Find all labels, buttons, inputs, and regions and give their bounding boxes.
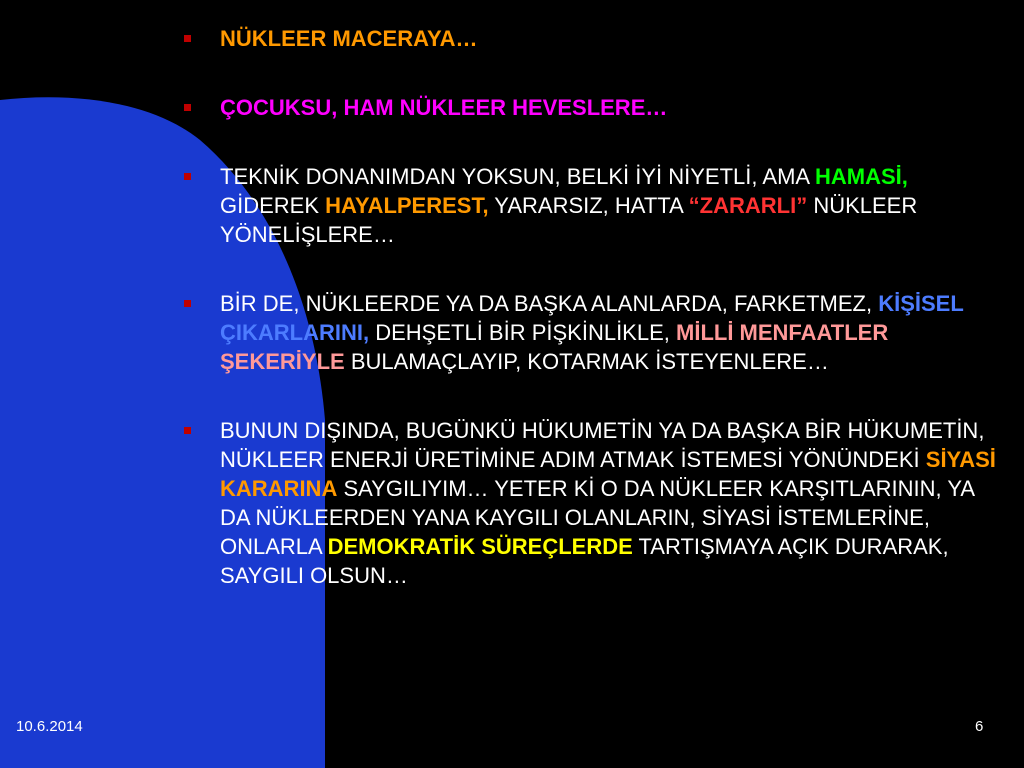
bullet-text-segment: “ZARARLI” [688, 193, 808, 218]
bullet-text-segment: SİYASİ KARARINA [220, 447, 996, 501]
bullet-item [176, 24, 996, 53]
bullet-text-segment: SAYGILIYIM… YETER Kİ O DA NÜKLEER KARŞITLARININ, YA DA NÜKLEERDEN YANA KAYGILI OLANLARIN, SİYASİ İSTEMLERİNE, ONLARLA [220, 476, 974, 559]
bullet-item [176, 162, 996, 249]
square-bullet-icon [184, 300, 191, 307]
bullet-item [176, 416, 996, 590]
bullet-text-segment: NÜKLEER MACERAYA… [220, 26, 478, 51]
footer-date: 10.6.2014 [16, 718, 83, 735]
bullet-item [176, 93, 996, 122]
bullet-text-segment: BİR DE, NÜKLEERDE YA DA BAŞKA ALANLARDA, FARKETMEZ, [220, 291, 879, 316]
bullet-text-segment: DEHŞETLİ BİR PİŞKİNLİKLE, [369, 320, 676, 345]
square-bullet-icon [184, 104, 191, 111]
square-bullet-icon [184, 427, 191, 434]
bullet-item [176, 289, 996, 376]
bullet-text-segment: GİDEREK [220, 193, 326, 218]
bullet-text-segment: HAYALPEREST, [325, 193, 489, 218]
bullet-text-segment: ÇOCUKSU, HAM NÜKLEER HEVESLERE… [220, 95, 668, 120]
bullet-text-segment: TEKNİK DONANIMDAN YOKSUN, BELKİ İYİ NİYETLİ, AMA [220, 164, 815, 189]
bullet-text-segment: BUNUN DIŞINDA, BUGÜNKÜ HÜKUMETİN YA DA BAŞKA BİR HÜKUMETİN, NÜKLEER ENERJİ ÜRETİMİNE ADIM ATMAK İSTEMESİ YÖNÜNDEKİ [220, 418, 985, 472]
bullet-text-segment: KİŞİSEL ÇIKARLARINI, [220, 291, 964, 345]
bullet-text-segment: BULAMAÇLAYIP, KOTARMAK İSTEYENLERE… [344, 349, 829, 374]
bullet-text-segment: MİLLİ MENFAATLER ŞEKERİYLE [220, 320, 889, 374]
bullet-text-segment: NÜKLEER YÖNELİŞLERE… [220, 193, 918, 247]
square-bullet-icon [184, 173, 191, 180]
bullet-text-segment: YARARSIZ, HATTA [488, 193, 689, 218]
bullet-text-segment: TARTIŞMAYA AÇIK DURARAK, SAYGILI OLSUN… [220, 534, 949, 588]
square-bullet-icon [184, 35, 191, 42]
bullet-list [176, 24, 996, 630]
bullet-text-segment: DEMOKRATİK SÜREÇLERDE [327, 534, 633, 559]
bullet-text-segment: HAMASİ, [814, 164, 908, 189]
footer-page-number: 6 [975, 718, 984, 735]
